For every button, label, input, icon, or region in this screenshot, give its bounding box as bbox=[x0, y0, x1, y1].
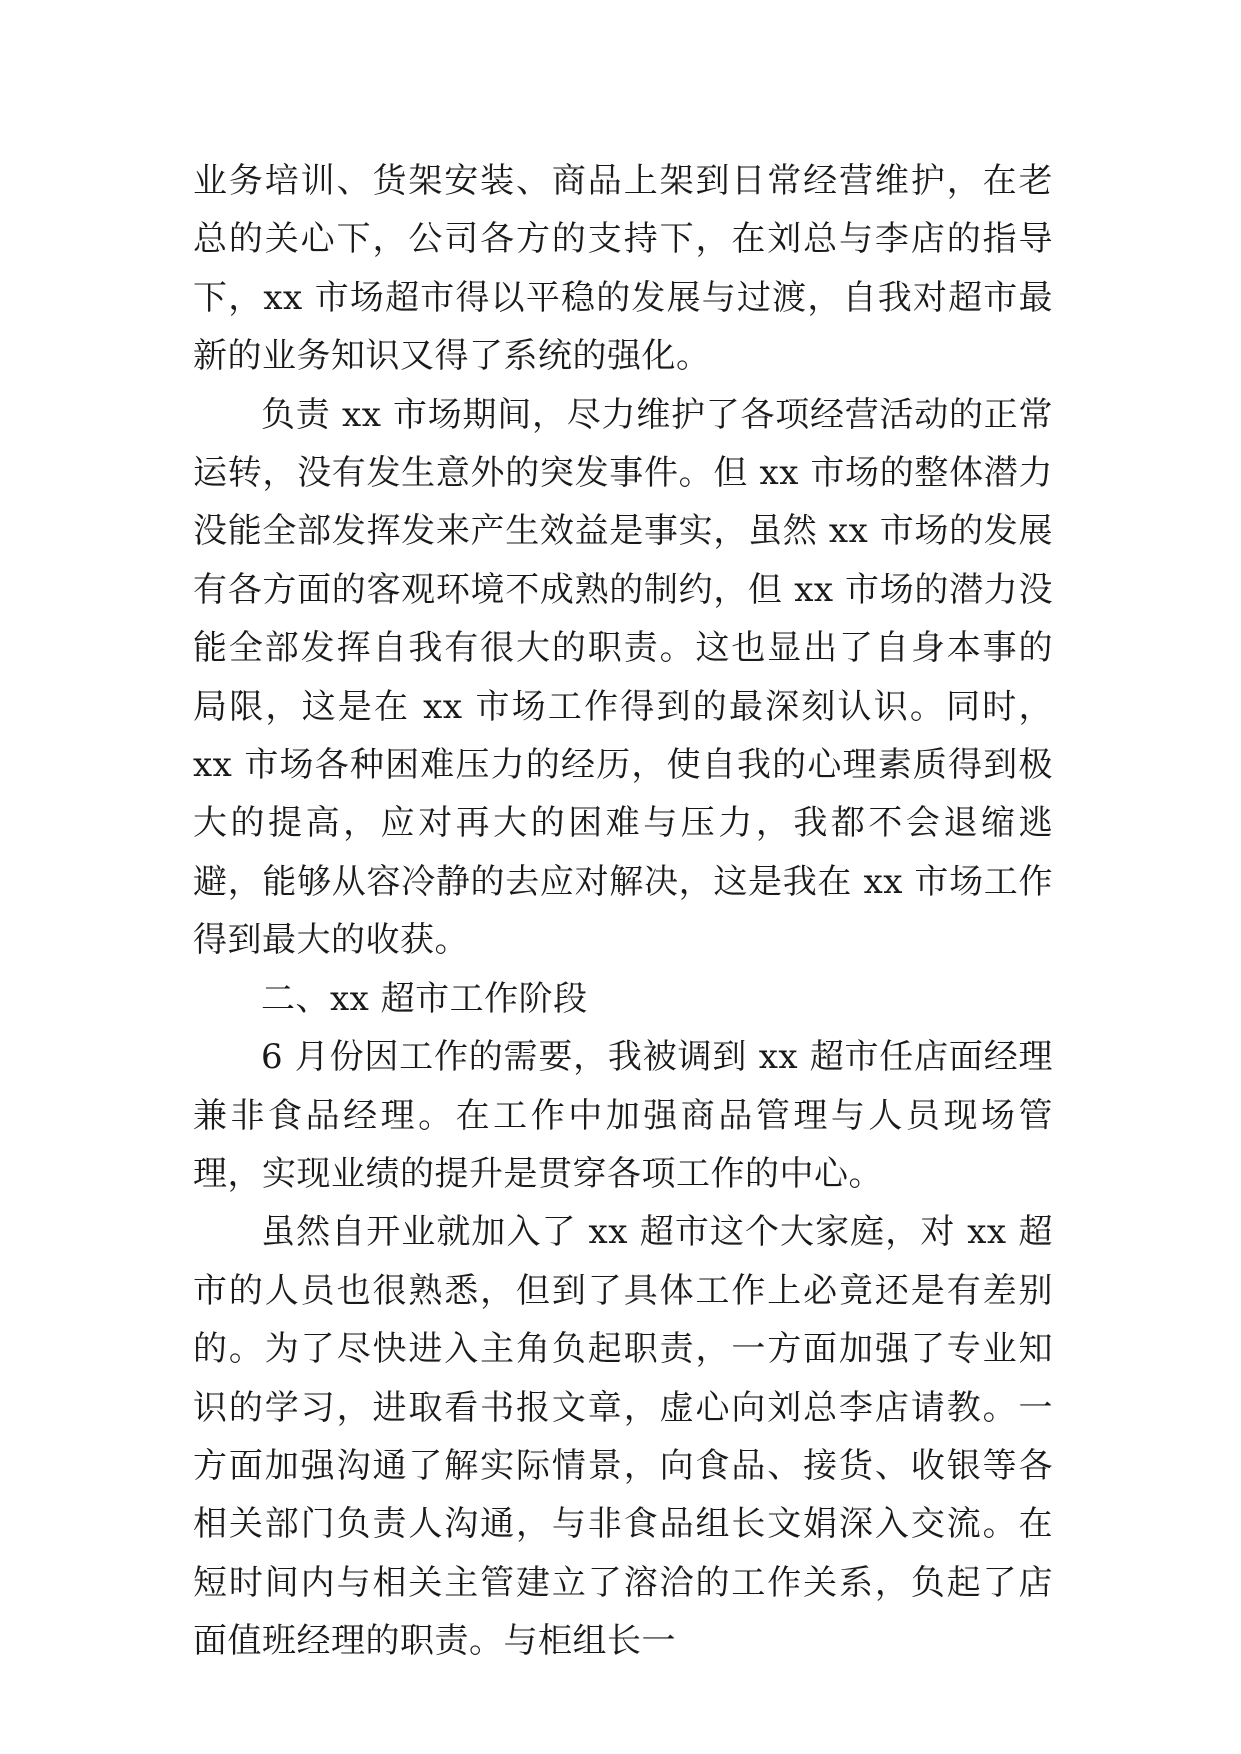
document-body bbox=[193, 152, 1053, 1671]
paragraph-joining-xx-supermarket: 虽然自开业就加入了 xx 超市这个大家庭，对 xx 超市的人员也很熟悉，但到了具体工作上必竟还是有差别的。为了尽快进入主角负起职责，一方面加强了专业知识的学习，进取看书报文章，虚心向刘总李店请教。一方面加强沟通了解实际情景，向食品、接货、收银等各相关部门负责人沟通，与非食品组长文娟深入交流。在短时间内与相关主管建立了溶洽的工作关系，负起了店面值班经理的职责。与柜组长一 bbox=[193, 1212, 1053, 1662]
paragraph-june-transfer: 6 月份因工作的需要，我被调到 xx 超市任店面经理兼非食品经理。在工作中加强商品管理与人员现场管理，实现业绩的提升是贯穿各项工作的中心。 bbox=[193, 1037, 1053, 1194]
paragraph-xx-market-responsibility: 负责 xx 市场期间，尽力维护了各项经营活动的正常运转，没有发生意外的突发事件。但 xx 市场的整体潜力没能全部发挥发来产生效益是事实，虽然 xx 市场的发展有各方面的客观环境不成熟的制约，但 xx 市场的潜力没能全部发挥自我有很大的职责。这也显出了自身本事的局限，这是在 xx 市场工作得到的最深刻认识。同时，xx 市场各种困难压力的经历，使自我的心理素质得到极大的提高，应对再大的困难与压力，我都不会退缩逃避，能够从容冷静的去应对解决，这是我在 xx 市场工作得到最大的收获。 bbox=[193, 394, 1053, 961]
section-heading-xx-supermarket-stage: 二、xx 超市工作阶段 bbox=[261, 978, 588, 1019]
paragraph-continuation: 业务培训、货架安装、商品上架到日常经营维护，在老总的关心下，公司各方的支持下，在刘总与李店的指导下，xx 市场超市得以平稳的发展与过渡，自我对超市最新的业务知识又得了系统的强化。 bbox=[193, 161, 1053, 377]
